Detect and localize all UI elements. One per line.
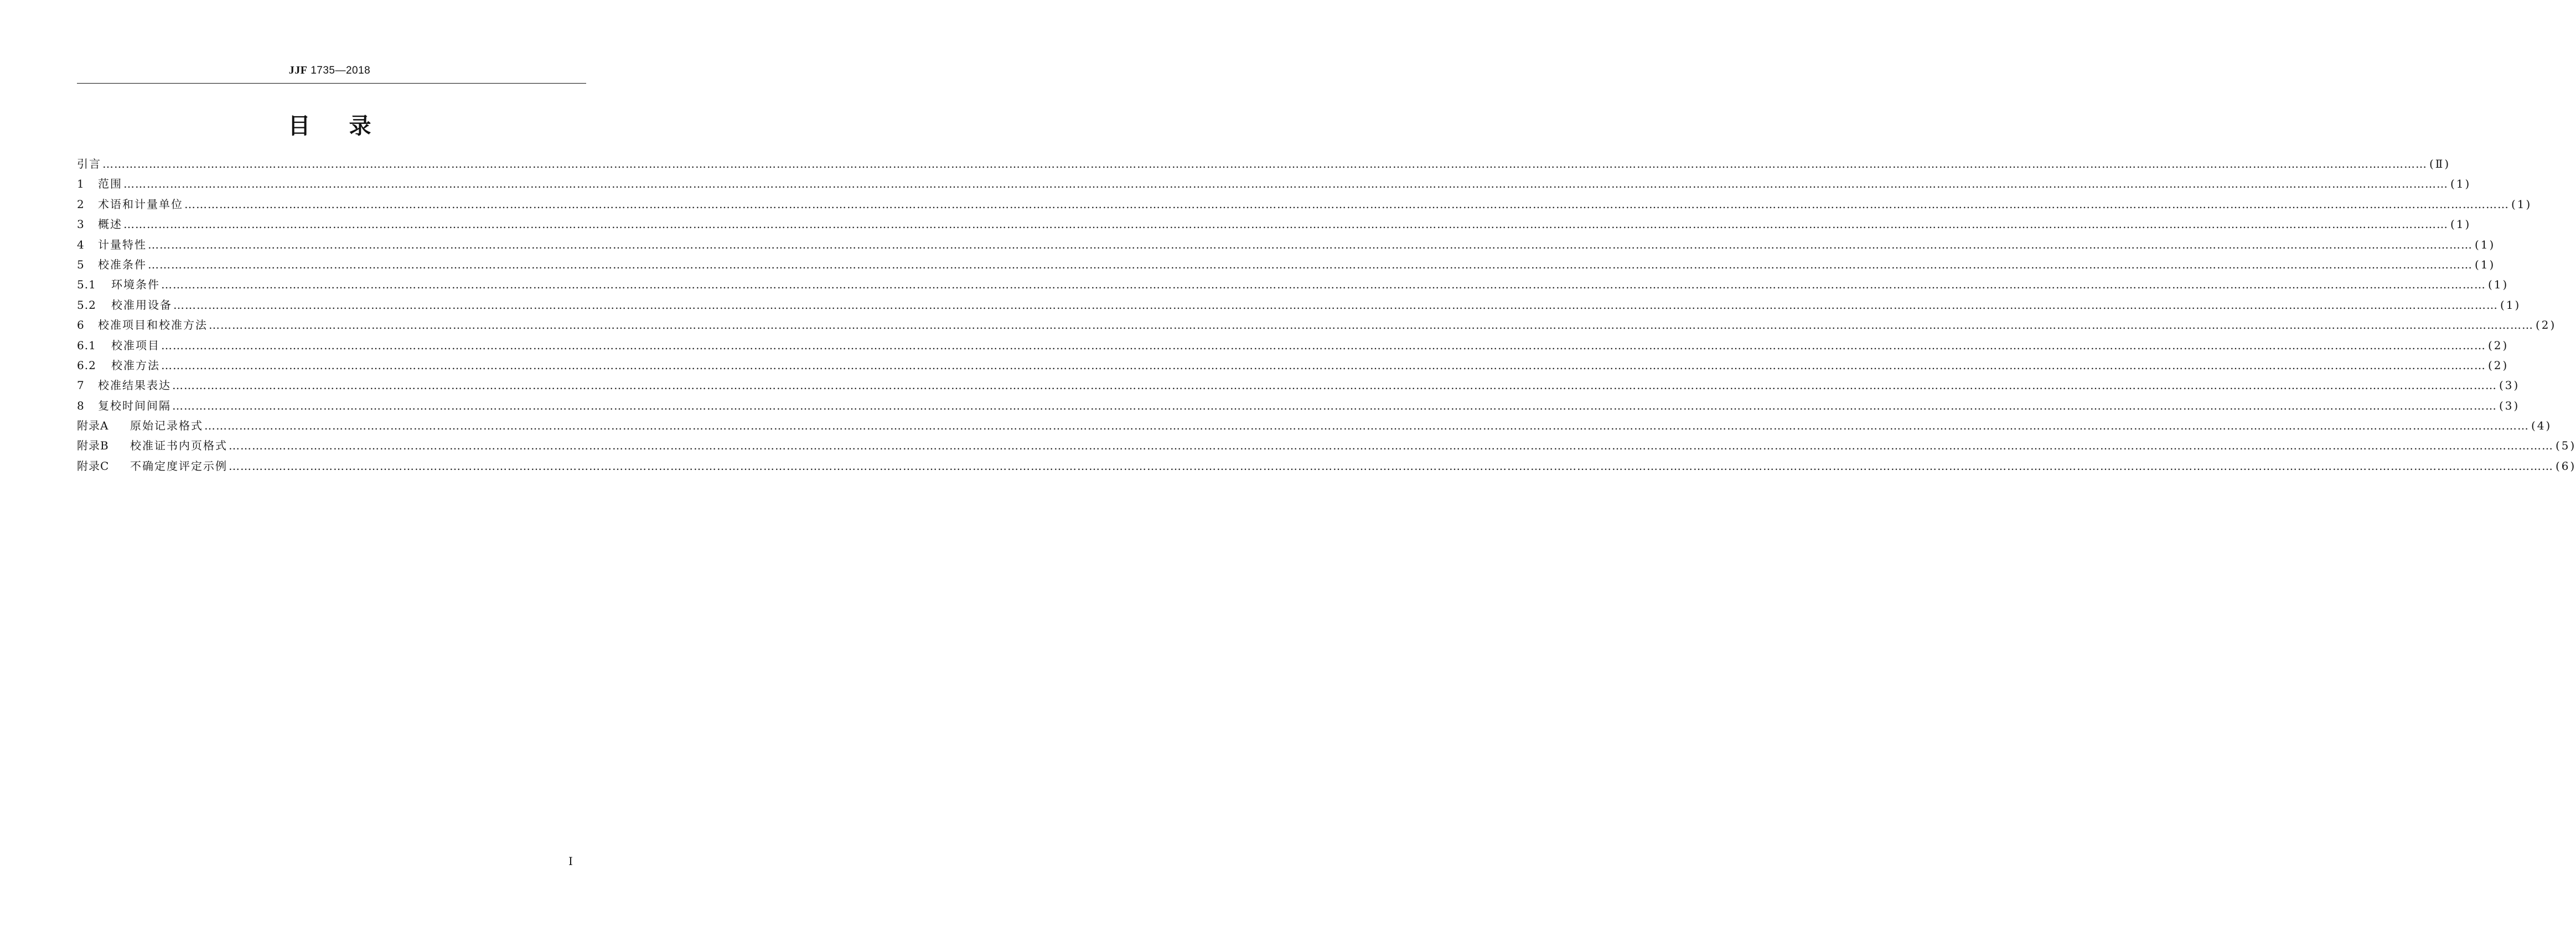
document-code-header xyxy=(0,64,659,77)
toc-leader-dots: …………………………………………………………………………………………………………………………………………………………………………………………………………………………………………………………………………………………………………………………………………………………………………………………………………………………………………………………………………………………………………………………………………………… xyxy=(161,278,2486,292)
header-rule xyxy=(77,83,586,84)
toc-entry[interactable] xyxy=(77,275,2509,294)
toc-leader-dots: …………………………………………………………………………………………………………………………………………………………………………………………………………………………………………………………………………………………………………………………………………………………………………………………………………………………………………………………………………………………………………………………………………………… xyxy=(161,338,2486,352)
toc-entry-label: 校准用设备 xyxy=(111,298,172,312)
toc-entry-page: (2) xyxy=(2536,318,2557,332)
toc-leader-dots: …………………………………………………………………………………………………………………………………………………………………………………………………………………………………………………………………………………………………………………………………………………………………………………………………………………………………………………………………………………………………………………………………………………… xyxy=(123,177,2448,191)
toc-entry-page: (5) xyxy=(2556,439,2576,453)
toc-entry[interactable] xyxy=(77,255,2496,275)
toc-leader-dots: …………………………………………………………………………………………………………………………………………………………………………………………………………………………………………………………………………………………………………………………………………………………………………………………………………………………………………………………………………………………………………………………………………………… xyxy=(229,459,2553,473)
toc-leader-dots: …………………………………………………………………………………………………………………………………………………………………………………………………………………………………………………………………………………………………………………………………………………………………………………………………………………………………………………………………………………………………………………………………………………… xyxy=(172,379,2497,392)
toc-entry-label: 范围 xyxy=(98,177,122,191)
toc-entry-label: 校准证书内页格式 xyxy=(130,439,227,453)
toc-entry-label: 复校时间间隔 xyxy=(98,398,171,412)
toc-entry[interactable] xyxy=(77,436,2576,455)
toc-entry[interactable] xyxy=(77,355,2509,375)
page-title: 目录 xyxy=(288,113,410,139)
toc-leader-dots: …………………………………………………………………………………………………………………………………………………………………………………………………………………………………………………………………………………………………………………………………………………………………………………………………………………………………………………………………………………………………………………………………………………… xyxy=(229,439,2553,453)
document-code-number: 1735—2018 xyxy=(307,65,371,76)
toc-entry-page: (3) xyxy=(2499,379,2520,392)
toc-entry-number: 6 xyxy=(77,318,85,332)
toc-entry-number: 6.2 xyxy=(77,358,96,372)
toc-entry[interactable] xyxy=(77,174,2471,194)
toc-entry-number: 8 xyxy=(77,398,85,412)
toc-leader-dots: …………………………………………………………………………………………………………………………………………………………………………………………………………………………………………………………………………………………………………………………………………………………………………………………………………………………………………………………………………………………………………………………………………………… xyxy=(161,358,2486,372)
toc-leader-dots: …………………………………………………………………………………………………………………………………………………………………………………………………………………………………………………………………………………………………………………………………………………………………………………………………………………………………………………………………………………………………………………………………………………… xyxy=(123,218,2448,231)
toc-entry-number: 5.1 xyxy=(77,278,96,292)
toc-entry-label: 校准项目 xyxy=(111,338,160,352)
toc-entry-number: 6.1 xyxy=(77,338,96,352)
toc-entry-page: (1) xyxy=(2500,298,2521,312)
toc-leader-dots: …………………………………………………………………………………………………………………………………………………………………………………………………………………………………………………………………………………………………………………………………………………………………………………………………………………………………………………………………………………………………………………………………………………… xyxy=(102,157,2427,170)
toc-entry-number: 7 xyxy=(77,379,85,392)
toc-entry-label: 引言 xyxy=(77,157,101,170)
toc-entry-page: (1) xyxy=(2475,257,2496,271)
toc-entry-number: 附录B xyxy=(77,439,109,453)
toc-entry-number: 4 xyxy=(77,237,85,251)
toc-entry-number: 5 xyxy=(77,257,85,271)
toc-entry-page: (1) xyxy=(2450,177,2471,191)
toc-entry-label: 校准结果表达 xyxy=(98,379,171,392)
toc-entry[interactable] xyxy=(77,295,2521,315)
toc-entry-page: (2) xyxy=(2488,358,2509,372)
toc-entry-number: 附录A xyxy=(77,419,109,433)
document-code-prefix: JJF xyxy=(288,64,308,76)
toc-entry-page: (2) xyxy=(2488,338,2509,352)
toc-entry[interactable] xyxy=(77,456,2576,476)
toc-entry-number: 附录C xyxy=(77,459,110,473)
toc-leader-dots: …………………………………………………………………………………………………………………………………………………………………………………………………………………………………………………………………………………………………………………………………………………………………………………………………………………………………………………………………………………………………………………………………………………… xyxy=(209,318,2533,332)
toc-entry-label: 校准项目和校准方法 xyxy=(98,318,208,332)
toc-entry-label: 不确定度评定示例 xyxy=(130,459,227,473)
toc-entry-page: (1) xyxy=(2450,218,2471,231)
table-of-contents xyxy=(77,154,2576,476)
toc-entry[interactable] xyxy=(77,315,2557,335)
toc-entry[interactable] xyxy=(77,375,2520,395)
toc-leader-dots: …………………………………………………………………………………………………………………………………………………………………………………………………………………………………………………………………………………………………………………………………………………………………………………………………………………………………………………………………………………………………………………………………………………… xyxy=(204,419,2529,433)
toc-entry-page: (3) xyxy=(2499,398,2520,412)
toc-entry-label: 计量特性 xyxy=(98,237,147,251)
toc-entry-label: 术语和计量单位 xyxy=(98,197,183,211)
toc-entry-page: (1) xyxy=(2488,278,2509,292)
toc-entry-label: 原始记录格式 xyxy=(130,419,203,433)
toc-entry[interactable] xyxy=(77,335,2509,355)
toc-leader-dots: …………………………………………………………………………………………………………………………………………………………………………………………………………………………………………………………………………………………………………………………………………………………………………………………………………………………………………………………………………………………………………………………………………………… xyxy=(148,257,2472,271)
toc-entry-label: 环境条件 xyxy=(111,278,160,292)
toc-entry-page: (1) xyxy=(2475,237,2496,251)
toc-entry-number: 3 xyxy=(77,218,85,231)
toc-entry-page: (6) xyxy=(2556,459,2576,473)
toc-entry[interactable] xyxy=(77,214,2471,234)
toc-leader-dots: …………………………………………………………………………………………………………………………………………………………………………………………………………………………………………………………………………………………………………………………………………………………………………………………………………………………………………………………………………………………………………………………………………………… xyxy=(184,197,2509,211)
toc-entry-number: 5.2 xyxy=(77,298,96,312)
toc-leader-dots: …………………………………………………………………………………………………………………………………………………………………………………………………………………………………………………………………………………………………………………………………………………………………………………………………………………………………………………………………………………………………………………………………………………… xyxy=(148,237,2472,251)
toc-entry[interactable] xyxy=(77,235,2496,255)
toc-entry-number: 2 xyxy=(77,197,85,211)
toc-entry[interactable] xyxy=(77,416,2552,436)
toc-entry[interactable] xyxy=(77,194,2532,214)
toc-entry-label: 校准条件 xyxy=(98,257,147,271)
toc-entry-number: 1 xyxy=(77,177,85,191)
toc-entry[interactable] xyxy=(77,396,2520,416)
toc-entry-label: 概述 xyxy=(98,218,122,231)
toc-leader-dots: …………………………………………………………………………………………………………………………………………………………………………………………………………………………………………………………………………………………………………………………………………………………………………………………………………………………………………………………………………………………………………………………………………………… xyxy=(172,398,2497,412)
toc-entry[interactable] xyxy=(77,154,2451,174)
page-number: Ⅰ xyxy=(568,855,573,868)
toc-entry-page: (4) xyxy=(2531,419,2552,433)
toc-entry-page: (1) xyxy=(2511,197,2532,211)
toc-entry-label: 校准方法 xyxy=(111,358,160,372)
toc-leader-dots: …………………………………………………………………………………………………………………………………………………………………………………………………………………………………………………………………………………………………………………………………………………………………………………………………………………………………………………………………………………………………………………………………………………… xyxy=(173,298,2498,312)
toc-entry-page: (Ⅱ) xyxy=(2429,157,2451,170)
